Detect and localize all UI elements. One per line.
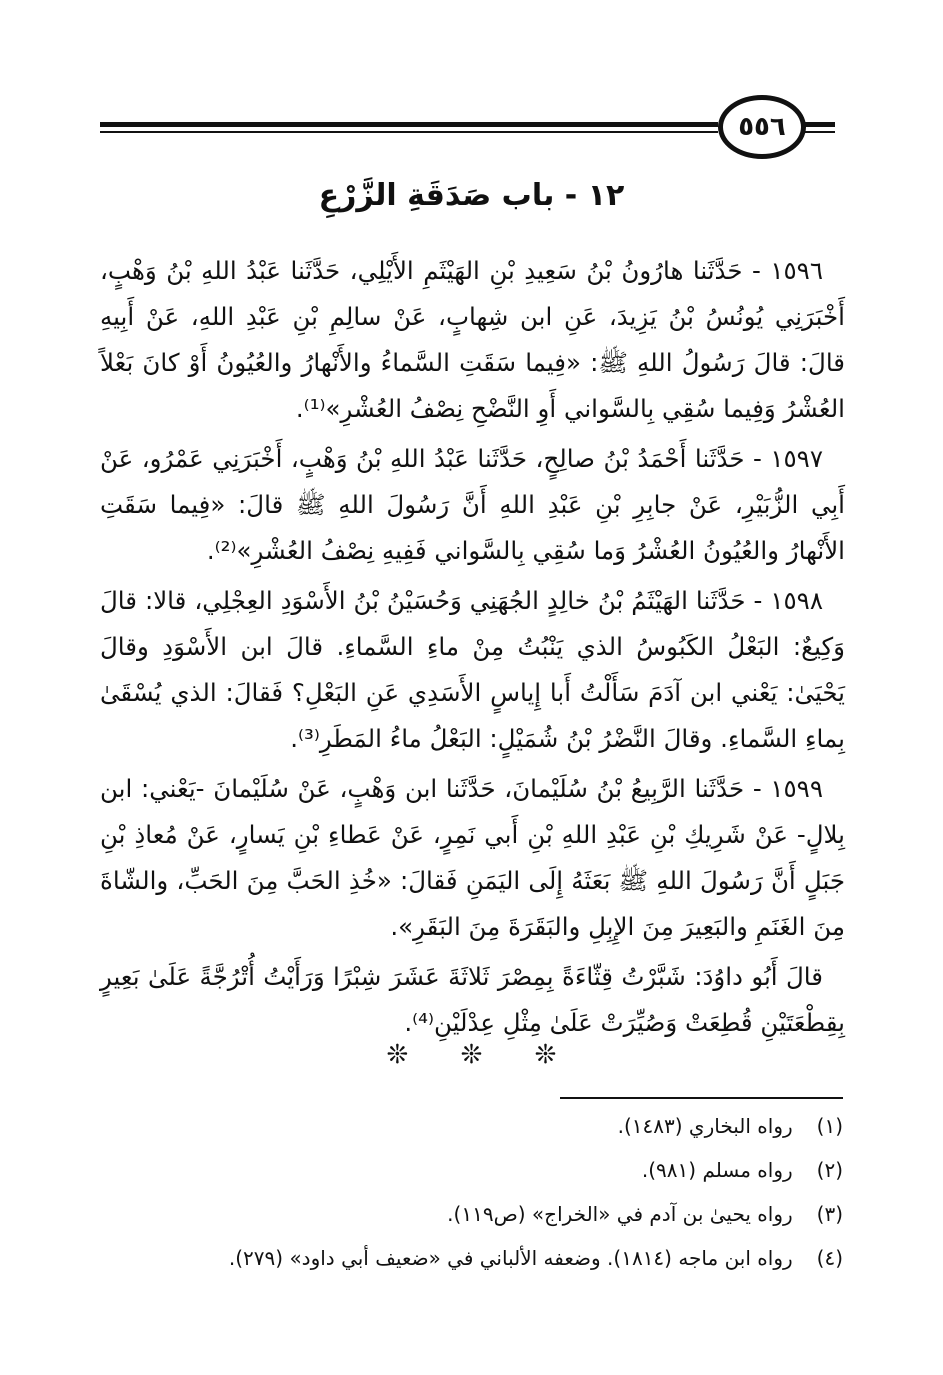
footnotes xyxy=(100,1104,843,1280)
hadith-1596: ١٥٩٦ - حَدَّثَنا هارُونُ بْنُ سَعِيدِ بْنِ الهَيْثَمِ الأَيْلِي، حَدَّثَنا عَبْدُ اللهِ بْنُ وَهْبٍ، أَخْبَرَنِي يُونُسُ بْنُ يَزِيدَ، عَنِ ابن شِهابٍ، عَنْ سالِمِ بْنِ عَبْدِ اللهِ، عَنْ أَبِيهِ قالَ: قالَ رَسُولُ اللهِ ﷺ: «فِيما سَقَتِ السَّماءُ والأَنْهارُ والعُيُونُ أَوْ كانَ بَعْلاً العُشْرُ وَفِيما سُقِي بِالسَّواني أَوِ النَّضْحِ نِصْفُ العُشْرِ»⁽¹⁾. xyxy=(100,256,845,423)
separator-star: ❊ xyxy=(386,1040,409,1070)
hadith-1598: ١٥٩٨ - حَدَّثَنا الهَيْثَمُ بْنُ خالِدٍ الجُهَنِي وَحُسَيْنُ بْنُ الأَسْوَدِ العِجْلِي، قالا: قالَ وَكِيعٌ: البَعْلُ الكَبُوسُ الذي يَنْبُتُ مِنْ ماءِ السَّماءِ. قالَ ابن الأَسْوَدِ وقالَ يَحْيَىٰ: يَعْني ابن آدَمَ سَأَلْتُ أَبا إِياسٍ الأَسَدِي عَنِ البَعْلِ؟ فَقالَ: الذي يُسْقَىٰ بِماءِ السَّماءِ. وقالَ النَّضْرُ بْنُ شُمَيْلٍ: البَعْلُ ماءُ المَطَرِ⁽³⁾. xyxy=(100,586,845,753)
footnote-number: (١) xyxy=(816,1114,843,1138)
hadith-1597: ١٥٩٧ - حَدَّثَنا أَحْمَدُ بْنُ صالِحٍ، حَدَّثَنا عَبْدُ اللهِ بْنُ وَهْبٍ، أَخْبَرَنِي عَمْرُو، عَنْ أَبِي الزُّبَيْرِ، عَنْ جابِرِ بْنِ عَبْدِ اللهِ أَنَّ رَسُولَ اللهِ ﷺ قالَ: «فِيما سَقَتِ الأَنْهارُ والعُيُونُ العُشْرُ وَما سُقِي بِالسَّواني فَفِيهِ نِصْفُ العُشْرِ»⁽²⁾. xyxy=(100,444,845,565)
separator-star: ❊ xyxy=(460,1040,483,1070)
footnote-number: (٤) xyxy=(816,1246,843,1270)
header-rule-thin xyxy=(100,131,718,133)
footnote-rule xyxy=(560,1097,843,1099)
footnote-text: رواه ابن ماجه (١٨١٤). وضعفه الألباني في «ضعيف أبي داود» (٢٧٩). xyxy=(228,1246,793,1270)
header-rule-right-thin xyxy=(805,131,835,133)
section-separator xyxy=(100,1040,843,1070)
main-text xyxy=(100,248,845,1050)
page-number: ٥٥٦ xyxy=(718,95,806,159)
separator-star: ❊ xyxy=(534,1040,557,1070)
header-rule-right-thick xyxy=(805,122,835,127)
footnote-text: رواه يحيىٰ بن آدم في «الخراج» (ص١١٩). xyxy=(447,1202,793,1226)
footnote-number: (٣) xyxy=(816,1202,843,1226)
footnote-text: رواه مسلم (٩٨١). xyxy=(641,1158,793,1182)
abu-dawud-comment: قالَ أَبُو داوُدَ: شَبَّرْتُ قِثّاءَةً بِمِصْرَ ثَلاثَةَ عَشَرَ شِبْرًا وَرَأَيْتُ أُتْرُجَّةً عَلَىٰ بَعِيرٍ بِقِطْعَتَيْنِ قُطِعَتْ وَصُيِّرَتْ عَلَىٰ مِثْلِ عِدْلَيْنِ⁽⁴⁾. xyxy=(100,962,845,1037)
footnote-number: (٢) xyxy=(816,1158,843,1182)
chapter-title: ١٢ - باب صَدَقَةِ الزَّرْعِ xyxy=(318,178,625,213)
header-rule-thick xyxy=(100,122,718,127)
footnote xyxy=(100,1148,843,1192)
footnote xyxy=(100,1104,843,1148)
footnote-text: رواه البخاري (١٤٨٣). xyxy=(617,1114,793,1138)
footnote xyxy=(100,1236,843,1280)
hadith-1599: ١٥٩٩ - حَدَّثَنا الرَّبِيعُ بْنُ سُلَيْمانَ، حَدَّثَنا ابن وَهْبٍ، عَنْ سُلَيْمانَ -يَعْني: ابن بِلالٍ- عَنْ شَرِيكِ بْنِ عَبْدِ اللهِ بْنِ أَبي نَمِرٍ، عَنْ عَطاءِ بْنِ يَسارٍ، عَنْ مُعاذِ بْنِ جَبَلٍ أَنَّ رَسُولَ اللهِ ﷺ بَعَثَهُ إِلَى اليَمَنِ فَقالَ: «خُذِ الحَبَّ مِنَ الحَبِّ، والشّاةَ مِنَ الغَنَمِ والبَعِيرَ مِنَ الإِبِلِ والبَقَرَةَ مِنَ البَقَرِ». xyxy=(100,774,845,941)
footnote xyxy=(100,1192,843,1236)
